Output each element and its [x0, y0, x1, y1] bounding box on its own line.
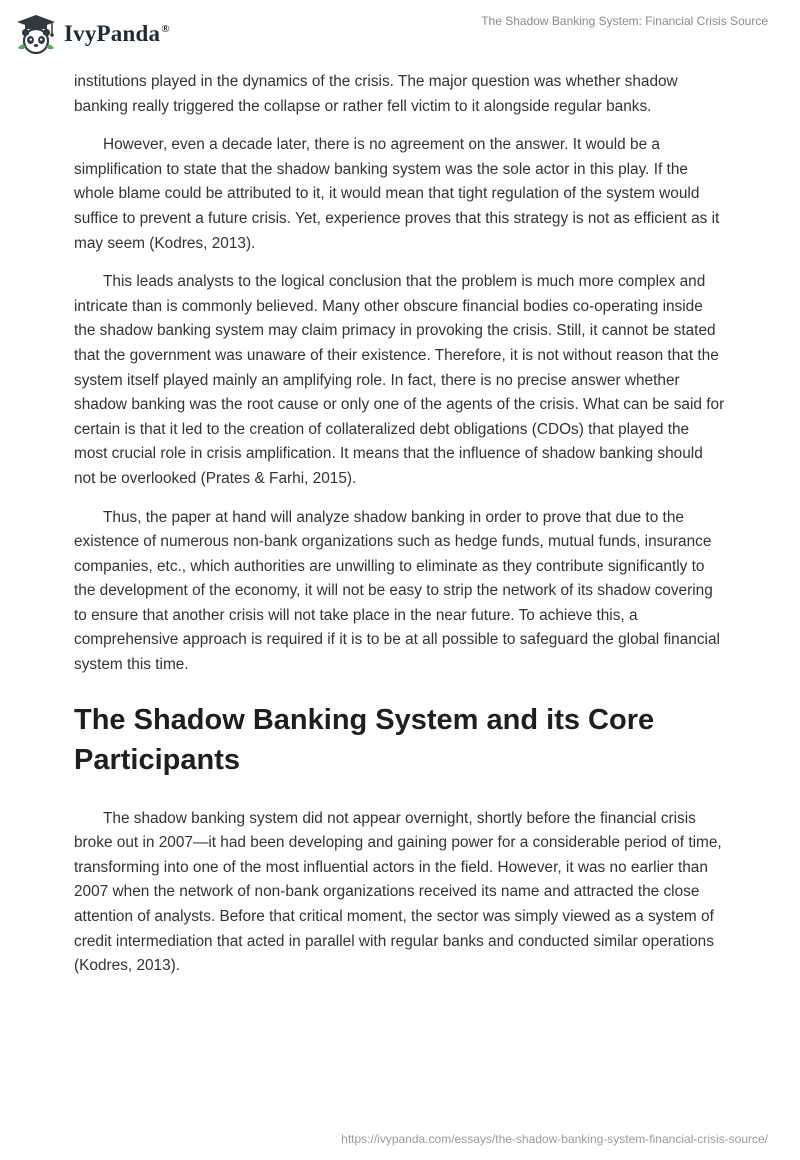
paragraph: The shadow banking system did not appear overnight, shortly before the financial crisis broke out in 2007—it had been developing and gaining power for a considerable period of time, transforming into one of the most influential actors in the field. However, it was no earlier than 2007 when the network of non-bank organizations received its name and attracted the close attention of analysts. Before that critical moment, the sector was simply viewed as a system of credit intermediation that acted in parallel with regular banks and conducted similar operations (Kodres, 2013). [74, 809, 722, 975]
essay-body [74, 70, 726, 993]
source-url[interactable]: https://ivypanda.com/essays/the-shadow-banking-system-financial-crisis-source/ [341, 1132, 768, 1146]
paragraph: Thus, the paper at hand will analyze shadow banking in order to prove that due to the existence of numerous non-bank organizations such as hedge funds, mutual funds, insurance companies, etc., which authorities are unwilling to eliminate as they contribute significantly to the development of the economy, it will not be easy to strip the network of its shadow covering to ensure that another crisis will not take place in the near future. To achieve this, a comprehensive approach is required if it is to be at all possible to safeguard the global financial system this time. [74, 508, 720, 674]
section-heading: The Shadow Banking System and its Core Participants [74, 703, 655, 776]
page-header [0, 0, 800, 70]
logo-text: IvyPanda® [64, 21, 170, 46]
document-title: The Shadow Banking System: Financial Crisis Source [481, 14, 768, 28]
paragraph: This leads analysts to the logical conclusion that the problem is much more complex and intricate than is commonly believed. Many other obscure financial bodies co-operating inside the shadow banking system may claim primacy in provoking the crisis. Still, it cannot be stated that the government was unaware of their existence. Therefore, it is not without reason that the system itself played mainly an amplifying role. In fact, there is no precise answer whether shadow banking was the root cause or only one of the agents of the crisis. What can be said for certain is that it led to the creation of collateralized debt obligations (CDOs) that played the most crucial role in crisis amplification. It means that the influence of shadow banking should not be overlooked (Prates & Farhi, 2015). [74, 273, 725, 487]
panda-graduate-icon [14, 12, 58, 56]
registered-mark: ® [161, 23, 170, 36]
paragraph: However, even a decade later, there is no agreement on the answer. It would be a simplification to state that the shadow banking system was the sole actor in this play. If the whole blame could be attributed to it, it would mean that tight regulation of the system would suffice to prevent a future crisis. Yet, experience proves that this strategy is not as efficient as it may seem (Kodres, 2013). [74, 136, 720, 252]
ivypanda-logo[interactable] [14, 12, 170, 56]
paragraph-continuation: institutions played in the dynamics of the crisis. The major question was whether shadow banking really triggered the collapse or rather fell victim to it alongside regular banks. [74, 73, 678, 115]
